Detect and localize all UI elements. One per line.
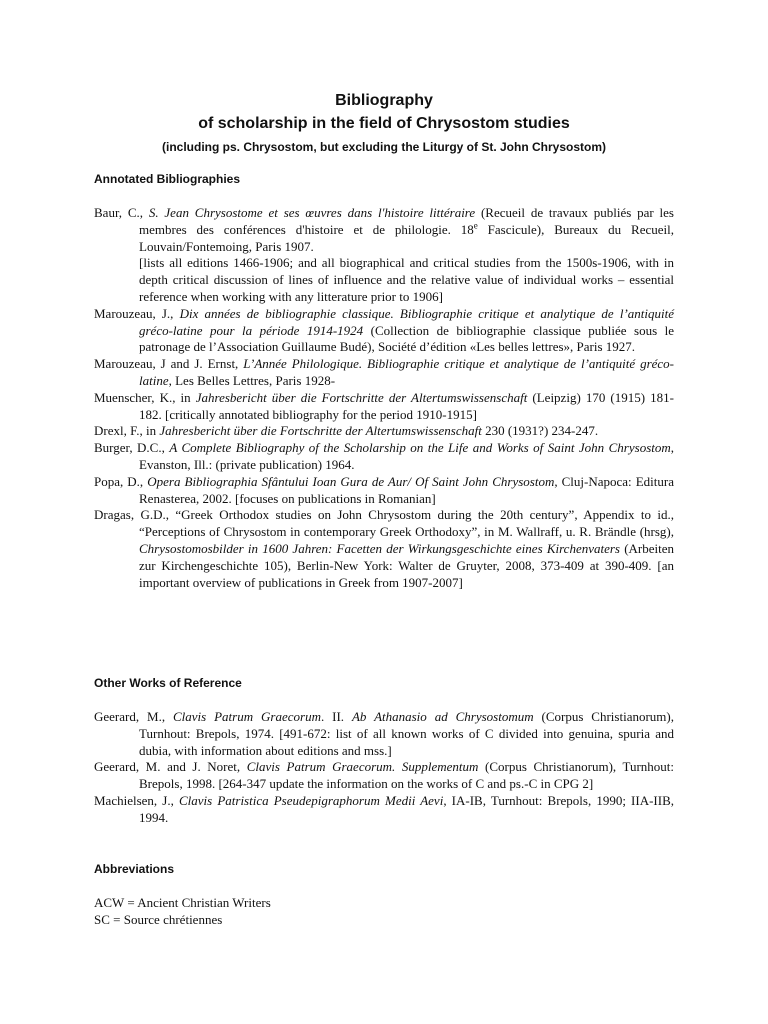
entry-title: Clavis Patrum Graecorum bbox=[172, 709, 321, 724]
bib-entry-machielsen bbox=[94, 793, 674, 827]
bib-entry-marouzeau-ernst bbox=[94, 356, 674, 390]
entry-title: L’Année Philologique. Bibliographie critique et analytique de l’antiquité gréco-latine bbox=[139, 356, 674, 388]
entry-author: Muenscher, K., in bbox=[94, 389, 196, 405]
entry-title: Chrysostomosbilder in 1600 Jahren: Facetten der Wirkungsgeschichte eines Kirchenvaters bbox=[139, 540, 620, 556]
entry-details: (Corpus Christianorum), Turnhout: Brepols, 1998. [264-347 update the information on the works of C and ps.-C in CPG 2] bbox=[139, 759, 675, 792]
section-heading-abbreviations: Abbreviations bbox=[94, 862, 175, 876]
bib-entry-burger bbox=[94, 440, 674, 474]
entry-author: Baur, C., bbox=[94, 205, 149, 220]
title-block bbox=[0, 90, 768, 157]
entry-details: (Leipzig) 170 (1915) 181-182. [critically annotated bibliography for the period 1910-1915] bbox=[139, 389, 674, 422]
entry-details: 230 (1931?) 234-247. bbox=[481, 423, 599, 439]
entry-details: , IA-IB, Turnhout: Brepols, 1990; IIA-IIB, 1994. bbox=[139, 792, 675, 825]
entry-author: Dragas, G.D., “Greek Orthodox studies on John Chrysostom during the 20th century”, Appendix to id., “Perceptions of Chrysostom in contemporary Greek Orthodoxy”, in M. Wallraff, u. R. Brändle (hrsg), bbox=[94, 507, 674, 540]
section-heading-annotated: Annotated Bibliographies bbox=[94, 172, 241, 186]
bib-entry-geerard-noret bbox=[94, 759, 674, 793]
entry-subtitle: Ab Athanasio ad Chrysostomum bbox=[351, 709, 534, 724]
section-heading-other-works: Other Works of Reference bbox=[94, 676, 242, 690]
entry-author: Drexl, F., in bbox=[94, 423, 160, 439]
entry-title: S. Jean Chrysostome et ses œuvres dans l'histoire littéraire bbox=[148, 205, 476, 220]
bib-entry-marouzeau-1927 bbox=[94, 306, 674, 356]
entry-title: Clavis Patristica Pseudepigraphorum Medii Aevi bbox=[178, 792, 444, 808]
abbreviation-item: ACW = Ancient Christian Writers bbox=[94, 895, 271, 910]
bib-entry-drexl bbox=[94, 423, 674, 440]
entry-title: Jahresbericht über die Fortschritte der Altertumswissenschaft bbox=[159, 423, 482, 439]
entry-details: , Les Belles Lettres, Paris 1928- bbox=[168, 372, 336, 388]
entry-details: Fascicule), Bureaux du Recueil, Louvain/Fontemoing, Paris 1907. bbox=[139, 221, 674, 254]
abbreviation-list bbox=[94, 895, 271, 929]
document-title: Bibliography bbox=[335, 92, 433, 109]
entry-author: Geerard, M. and J. Noret, bbox=[94, 759, 247, 775]
entry-author: Popa, D., bbox=[94, 473, 148, 489]
entry-title: Clavis Patrum Graecorum. Supplementum bbox=[246, 759, 479, 775]
other-entries bbox=[94, 709, 674, 827]
entry-author: Burger, D.C., bbox=[94, 440, 170, 456]
entry-details: , Evanston, Ill.: (private publication) 1964. bbox=[139, 440, 674, 472]
entry-title: A Complete Bibliography of the Scholarship on the Life and Works of Saint John Chrysostom bbox=[169, 440, 671, 456]
entry-superscript: e bbox=[473, 220, 478, 231]
entry-author: Geerard, M., bbox=[94, 709, 173, 724]
bib-entry-muenscher bbox=[94, 390, 674, 424]
entry-title: Jahresbericht über die Fortschritte der Altertumswissenschaft bbox=[195, 389, 528, 405]
entry-annotation: [lists all editions 1466-1906; and all biographical and critical studies from the 1500s-1906, with in depth critical discussion of lines of influence and the relative value of individual works – essential reference when working with any litterature prior to 1906] bbox=[139, 255, 674, 304]
bib-entry-baur bbox=[94, 205, 674, 255]
entry-details: (Collection de bibliographie classique publiée sous le patronage de l’Association Guillaume Budé), Société d’édition «Les belles lettres», Paris 1927. bbox=[139, 322, 674, 355]
document-subtitle: of scholarship in the field of Chrysostom studies bbox=[198, 115, 570, 132]
abbreviation-item: SC = Source chrétiennes bbox=[94, 911, 223, 927]
entry-details: , Cluj-Napoca: Editura Renasterea, 2002. [focuses on publications in Romanian] bbox=[139, 473, 674, 506]
bib-entry-geerard-1974 bbox=[94, 709, 674, 759]
entry-details: . II. bbox=[320, 709, 352, 724]
entry-title: Dix années de bibliographie classique. Bibliographie critique et analytique de l’antiquité gréco-latine pour la période 1914-1924 bbox=[139, 305, 675, 338]
entry-title: Opera Bibliographia Sfântului Ioan Gura de Aur/ Of Saint John Chrysostom bbox=[147, 473, 555, 489]
bib-entry-dragas bbox=[94, 507, 674, 591]
entry-details: (Recueil de travaux publiés par les membres des conférences d'histoire et de philologie. 18 bbox=[139, 205, 674, 237]
bib-entry-popa bbox=[94, 474, 674, 508]
document-scope-note: (including ps. Chrysostom, but excluding the Liturgy of St. John Chrysostom) bbox=[161, 140, 606, 154]
entry-author: Marouzeau, J., bbox=[94, 305, 180, 321]
annotated-entries bbox=[94, 205, 674, 591]
entry-author: Machielsen, J., bbox=[94, 792, 179, 808]
entry-details: (Arbeiten zur Kirchengeschichte 105), Berlin-New York: Walter de Gruyter, 2008, 373-409 at 390-409. [an important overview of publications in Greek from 1907-2007] bbox=[139, 540, 675, 590]
entry-details: (Corpus Christianorum), Turnhout: Brepols, 1974. [491-672: list of all known works of C divided into genuina, spuria and dubia, with information about editions and mss.] bbox=[139, 709, 674, 758]
entry-author: Marouzeau, J and J. Ernst, bbox=[94, 356, 244, 372]
